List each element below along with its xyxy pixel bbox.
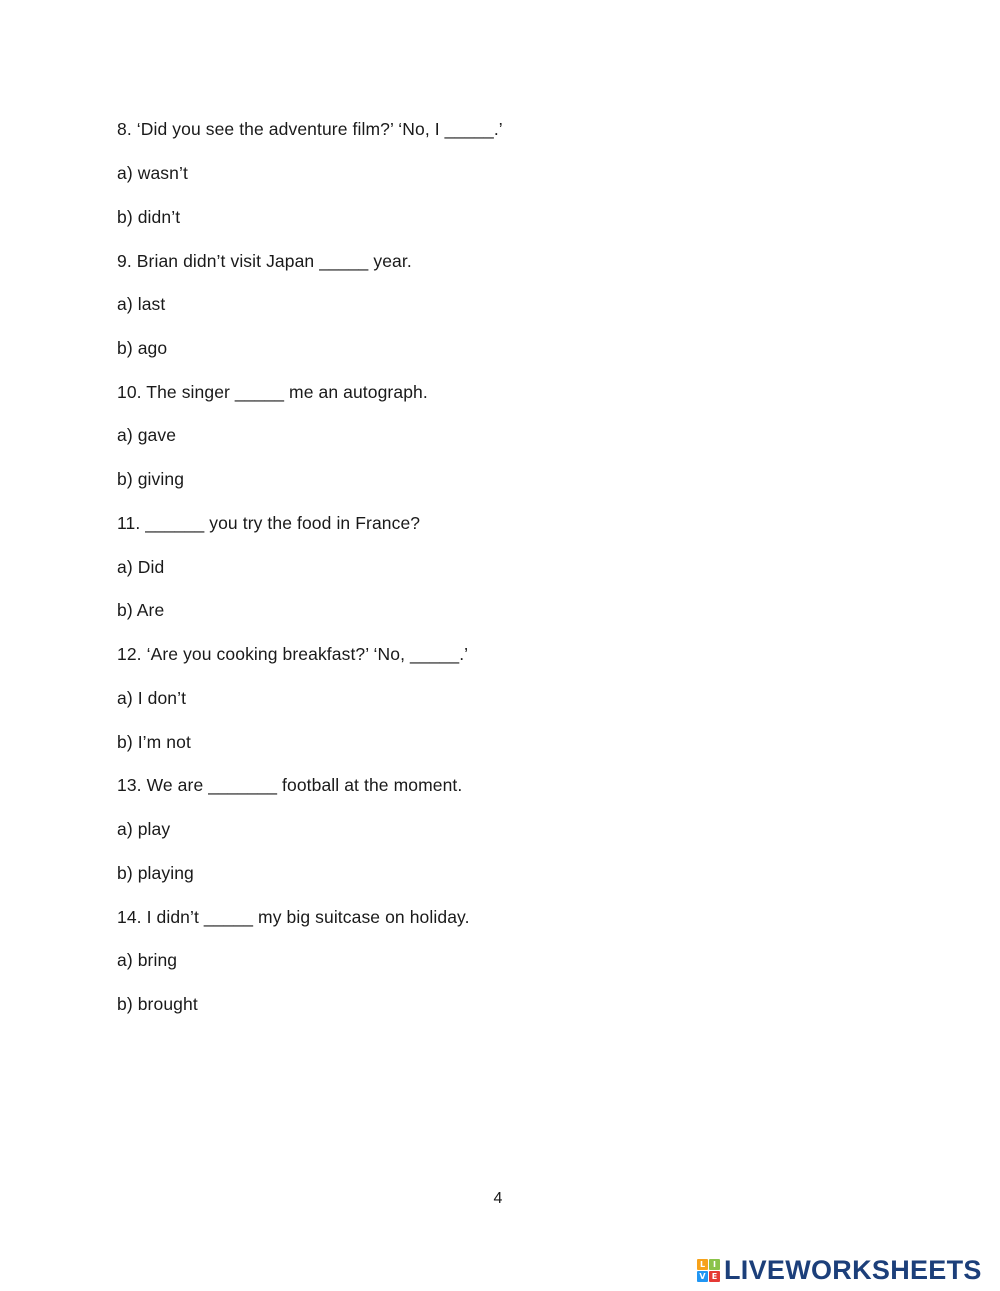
question-14-prompt: 14. I didn’t _____ my big suitcase on holiday.: [117, 907, 470, 927]
page-number: 4: [493, 1190, 503, 1207]
question-12-option-a: a) I don’t: [117, 688, 187, 708]
logo-mark-letter-i: I: [709, 1259, 720, 1270]
question-13-option-b: b) playing: [117, 863, 194, 883]
liveworksheets-logo[interactable]: [697, 1253, 982, 1287]
logo-mark-letter-l: L: [697, 1259, 708, 1270]
logo-mark-letter-v: V: [697, 1271, 708, 1282]
question-8-option-a: a) wasn’t: [117, 163, 188, 183]
question-12-prompt: 12. ‘Are you cooking breakfast?’ ‘No, _____.’: [117, 644, 469, 664]
question-10-option-a: a) gave: [117, 425, 177, 445]
question-13-option-a: a) play: [117, 819, 171, 839]
question-9-option-a: a) last: [117, 294, 166, 314]
question-10-prompt: 10. The singer _____ me an autograph.: [117, 382, 428, 402]
question-12-option-b: b) I’m not: [117, 732, 191, 752]
question-11-option-a: a) Did: [117, 557, 165, 577]
question-13-prompt: 13. We are _______ football at the moment.: [117, 775, 463, 795]
question-10-option-b: b) giving: [117, 469, 185, 489]
logo-wordmark: LIVEWORKSHEETS: [724, 1255, 982, 1285]
question-9-prompt: 9. Brian didn’t visit Japan _____ year.: [117, 251, 412, 271]
logo-mark-letter-e: E: [709, 1271, 720, 1282]
question-14-option-a: a) bring: [117, 950, 178, 970]
question-11-option-b: b) Are: [117, 600, 165, 620]
question-14-option-b: b) brought: [117, 994, 198, 1014]
question-9-option-b: b) ago: [117, 338, 168, 358]
question-8-option-b: b) didn’t: [117, 207, 181, 227]
live-logo-icon: [697, 1259, 720, 1282]
question-8-prompt: 8. ‘Did you see the adventure film?’ ‘No, I _____.’: [117, 119, 503, 139]
question-11-prompt: 11. ______ you try the food in France?: [117, 513, 421, 533]
